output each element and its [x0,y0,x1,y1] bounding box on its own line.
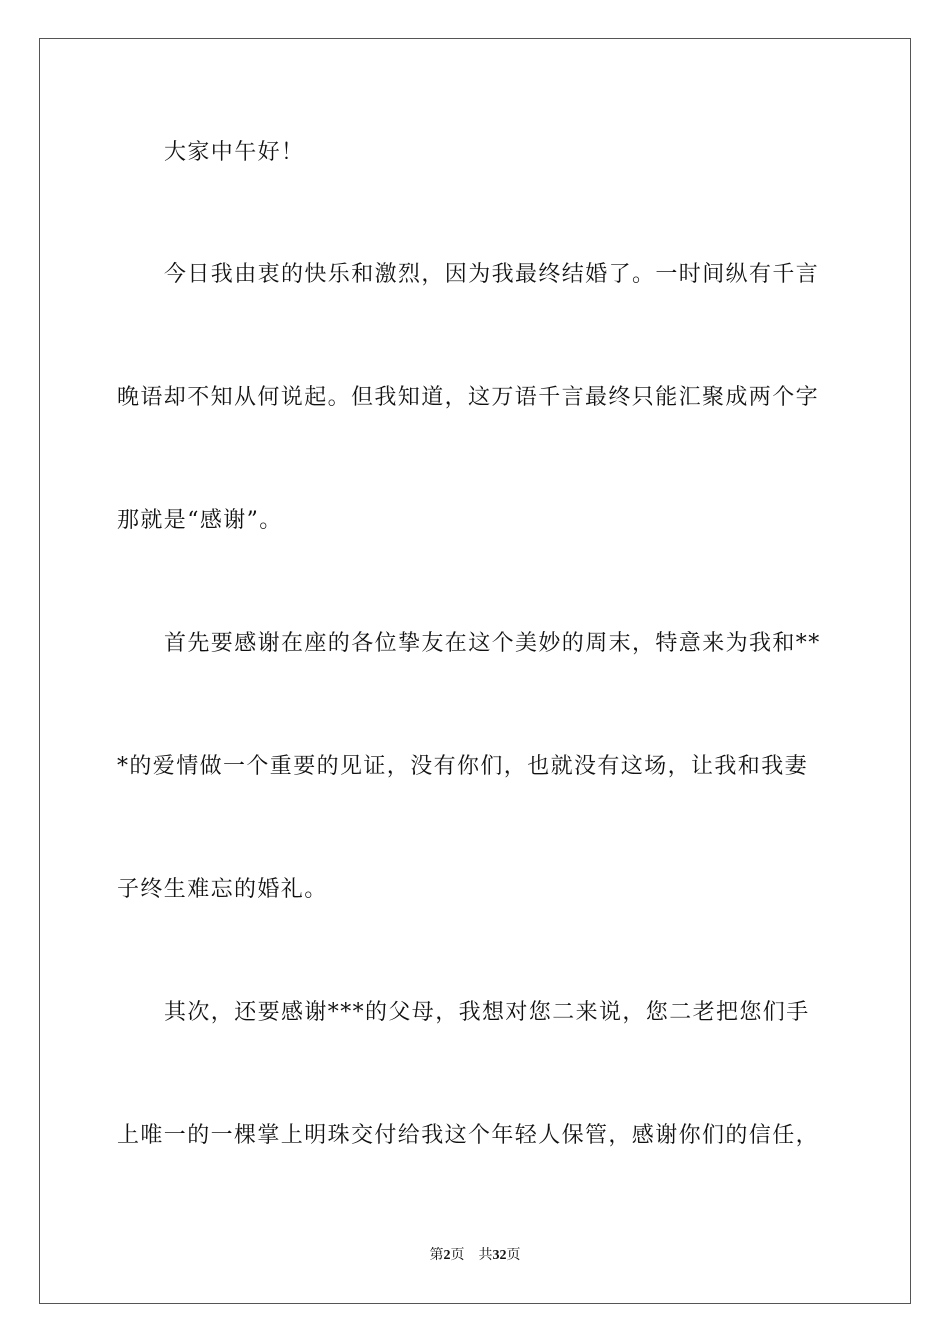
footer-page-number: 2 [443,1248,451,1263]
footer-total-suffix: 页 [506,1248,521,1263]
text-line-3: 晚语却不知从何说起。但我知道，这万语千言最终只能汇聚成两个字 [117,385,820,410]
footer-page-prefix: 第 [429,1248,444,1263]
text-line-1: 大家中午好！ [164,140,305,165]
text-line-4: 那就是“感谢”。 [117,508,283,533]
text-line-6: *的爱情做一个重要的见证，没有你们，也就没有这场，让我和我妻 [117,754,809,779]
footer-total-prefix: 共 [478,1248,493,1263]
page-frame [39,38,911,1304]
footer-total-pages: 32 [492,1248,507,1263]
text-line-7: 子终生难忘的婚礼。 [117,877,328,902]
page-footer [0,1246,950,1266]
text-line-5: 首先要感谢在座的各位挚友在这个美妙的周末，特意来为我和** [164,631,821,656]
text-line-9: 上唯一的一棵掌上明珠交付给我这个年轻人保管，感谢你们的信任， [117,1123,820,1148]
text-line-8: 其次，还要感谢***的父母，我想对您二来说，您二老把您们手 [164,1000,810,1025]
text-line-2: 今日我由衷的快乐和激烈，因为我最终结婚了。一时间纵有千言 [164,262,820,287]
footer-page-suffix: 页 [450,1248,465,1263]
